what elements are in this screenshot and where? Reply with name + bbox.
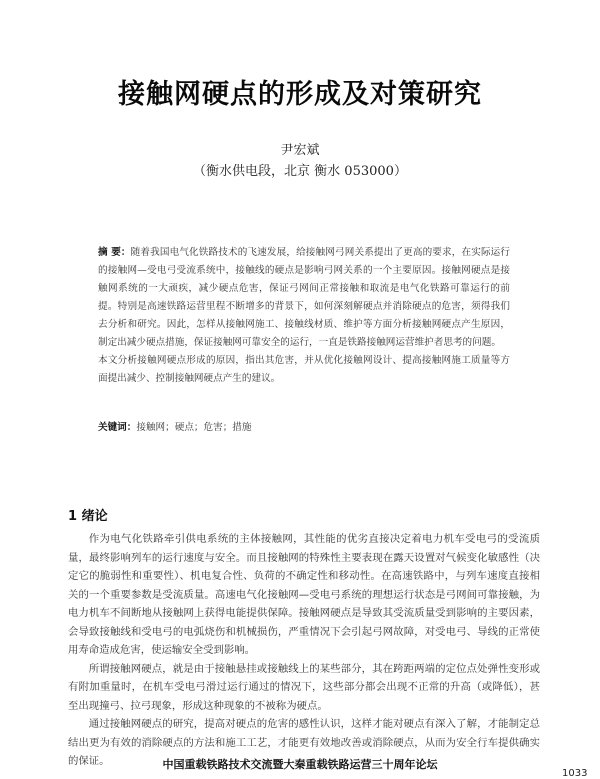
keywords-label: 关键词： bbox=[98, 422, 137, 433]
abstract-paragraph bbox=[98, 352, 510, 388]
abstract-text: 随着我国电气化铁路技术的飞速发展，给接触网弓网关系提出了更高的要求，在实际运行的接触网—受电弓受流系统中，接触线的硬点是影响弓网关系的一个主要原因。接触网硬点是接触网系统的一大顽疾，减少硬点危害，保证弓网间正常接触和取流是电气化铁路可靠运行的前提。特别是高速铁路运营里程不断增多的背景下，如何深刻解硬点并消除硬点的危害，须得我们去分析和研究。因此，怎样从接触网施工、接触线材质、维护等方面分析接触网硬点产生原因，制定出减少硬点措施，保证接触网可靠安全的运行，一直是铁路接触网运营维护者思考的问题。 bbox=[98, 247, 511, 348]
page-number: 1033 bbox=[562, 768, 588, 779]
affiliation: （衡水供电段，北京 衡水 053000） bbox=[193, 164, 407, 179]
page-title: 接触网硬点的形成及对策研究 bbox=[118, 79, 482, 110]
abstract-paragraph bbox=[98, 244, 510, 352]
keywords-text: 接触网；硬点；危害；措施 bbox=[136, 422, 252, 433]
author: 尹宏斌 bbox=[280, 143, 320, 158]
keywords bbox=[98, 419, 510, 433]
body-paragraph: 通过接触网硬点的研究，提高对硬点的危害的感性认识，这样才能对硬点有深入了解，才能制定总结出更为有效的消除硬点的方法和施工工艺，才能更有效地改善或消除硬点，从而为安全行车提供确实的保证。 bbox=[68, 718, 540, 767]
abstract-label: 摘 要： bbox=[98, 247, 131, 258]
footer-conference: 中国重载铁路技术交流暨大秦重载铁路运营三十周年论坛 bbox=[162, 758, 438, 771]
body-paragraph: 所谓接触网硬点，就是由于接触悬挂或接触线上的某些部分，其在跨距两端的定位点处弹性变形或有附加重量时，在机车受电弓滑过运行通过的情况下，这些部分都会出现不正常的升高（或降低），甚至出现撞弓、拉弓现象，形成这种现象的不被称为硬点。 bbox=[68, 662, 540, 712]
section-heading: 1 绪论 bbox=[68, 509, 108, 524]
body-text bbox=[68, 530, 540, 771]
abstract-text-2: 本文分析接触网硬点形成的原因，指出其危害，并从优化接触网设计、提高接触网施工质量等方面提出减少、控制接触网硬点产生的建议。 bbox=[98, 355, 510, 384]
body-paragraph: 作为电气化铁路牵引供电系统的主体接触网，其性能的优劣直接决定着电力机车受电弓的受流质量，最终影响列车的运行速度与安全。而且接触网的特殊性主要表现在露天设置对气候变化敏感性（决定它的脆弱性和重要性）、机电复合性、负荷的不确定性和移动性。在高速铁路中，与列车速度直接相关的一个重要参数是受流质量。高速电气化接触网—受电弓系统的理想运行状态是弓网间可靠接触，为电力机车不间断地从接触网上获得电能提供保障。接触网硬点是导致其受流质量受到影响的主要因素，会导致接触线和受电弓的电弧烧伤和机械损伤，严重情况下会引起弓网故障，对受电弓、导线的正常使用寿命造成危害，使运输安全受到影响。 bbox=[68, 533, 540, 656]
abstract bbox=[98, 244, 510, 388]
